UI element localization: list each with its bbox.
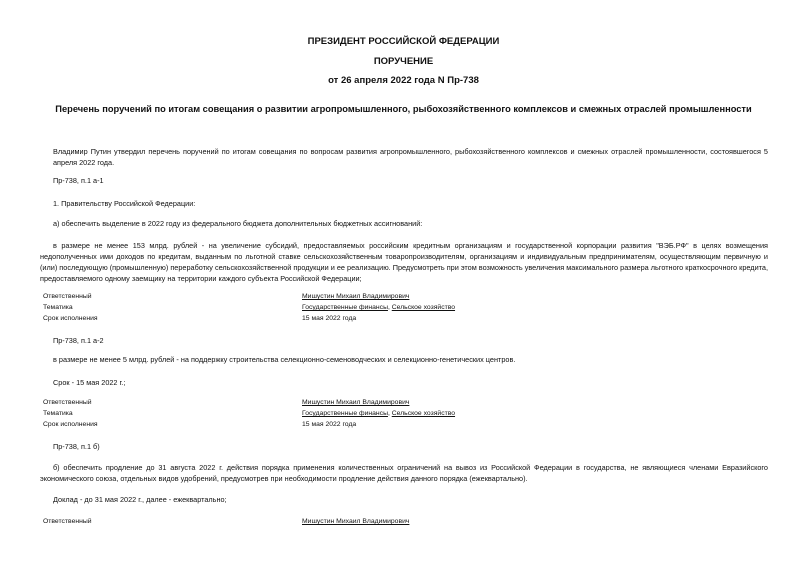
paragraph-153-bln: в размере не менее 153 млрд. рублей - на увеличение субсидий, предоставляемых российским кредитным организациям и государственной корпорации развития "ВЭБ.РФ" в целях возмещения недополученных ими доходов по кредитам, выданным по льготной ставке сельскохозяйственным товаропроизводителям, организациям и индивидуальным предпринимателям, осуществляющим первичную и (или) последующую (промышленную) переработку сельскохозяйственной продукции и ее реализацию. Предусмотреть при этом возможность увеличения максимального размера льготного краткосрочного кредита, предоставляемого одному заемщику на территории каждого субъекта Российской Федерации;: [40, 241, 768, 283]
item-reference-3: Пр-738, п.1 б): [53, 442, 100, 451]
item-reference-1: Пр-738, п.1 а-1: [53, 176, 104, 185]
paragraph-fertilizers: б) обеспечить продление до 31 августа 2022 г. действия порядка применения количественных ограничений на вывоз из Российской Федерации в государства, не являющиеся членами Евразийского экономического союза, отдельных видов удобрений, предусмотрев при необходимости продление действия данного порядка (ежеквартально).: [40, 463, 768, 483]
topic-links: [302, 410, 455, 417]
responsible-link[interactable]: Мишустин Михаил Владимирович: [302, 399, 410, 406]
item-reference-2: Пр-738, п.1 а-2: [53, 336, 104, 345]
topic-label: Тематика: [43, 410, 73, 417]
deadline-label: Срок исполнения: [43, 315, 98, 322]
topic-label: Тематика: [43, 304, 73, 311]
topic-links: [302, 304, 455, 311]
responsible-link[interactable]: Мишустин Михаил Владимирович: [302, 293, 410, 300]
deadline-value: 15 мая 2022 года: [302, 421, 357, 428]
topic-separator: ,: [387, 410, 392, 417]
document-type: ПОРУЧЕНИЕ: [373, 56, 434, 67]
intro-paragraph: Владимир Путин утвердил перечень поручений по итогам совещания по вопросам развития агропромышленного, рыбохозяйственного комплексов и смежных отраслей промышленности, состоявшегося 5 апреля 2022 года.: [53, 147, 768, 167]
deadline-value: 15 мая 2022 года: [302, 315, 357, 322]
topic-separator: ,: [387, 304, 392, 311]
document-date-number: от 26 апреля 2022 года N Пр-738: [328, 75, 479, 86]
paragraph-5-bln: в размере не менее 5 млрд. рублей - на поддержку строительства селекционно-семеноводческих и селекционно-генетических центров.: [53, 355, 516, 364]
government-heading: 1. Правительству Российской Федерации:: [53, 199, 196, 208]
responsible-label: Ответственный: [43, 399, 92, 406]
topic-link-finance[interactable]: Государственные финансы: [302, 410, 388, 417]
responsible-label: Ответственный: [43, 293, 92, 300]
issuing-authority: ПРЕЗИДЕНТ РОССИЙСКОЙ ФЕДЕРАЦИИ: [307, 36, 500, 47]
deadline-text-2: Срок - 15 мая 2022 г.;: [53, 378, 126, 387]
report-deadline-3: Доклад - до 31 мая 2022 г., далее - ежеквартально;: [53, 495, 227, 504]
responsible-link[interactable]: Мишустин Михаил Владимирович: [302, 518, 410, 525]
responsible-label: Ответственный: [43, 518, 92, 525]
topic-link-agriculture[interactable]: Сельское хозяйство: [391, 304, 456, 311]
deadline-label: Срок исполнения: [43, 421, 98, 428]
topic-link-finance[interactable]: Государственные финансы: [302, 304, 388, 311]
document-title: Перечень поручений по итогам совещания о развитии агропромышленного, рыбохозяйственного комплексов и смежных отраслей промышленности: [55, 104, 752, 114]
item-a-text: а) обеспечить выделение в 2022 году из федерального бюджета дополнительных бюджетных ассигнований:: [53, 219, 423, 228]
topic-link-agriculture[interactable]: Сельское хозяйство: [391, 410, 456, 417]
